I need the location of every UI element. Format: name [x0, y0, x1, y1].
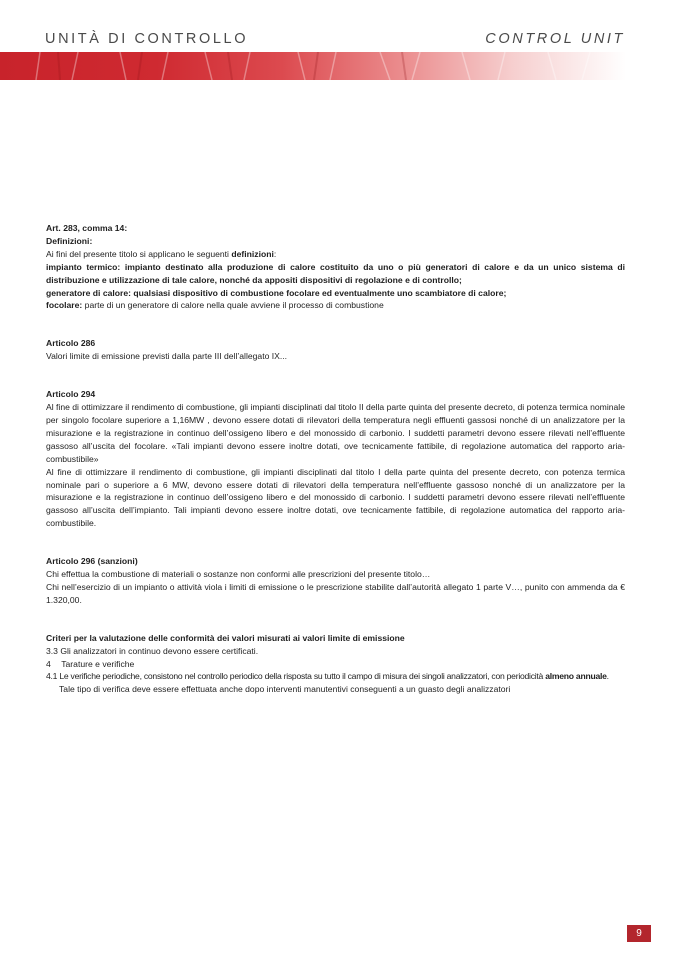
criteria-item-4-1-text: Le verifiche periodiche, consistono nel controllo periodico della risposta su tutto il campo di misura dei singoli analizzatori, con periodicità	[59, 671, 546, 682]
art283-intro	[46, 248, 625, 261]
criteria-item-4-1	[46, 670, 625, 683]
art283-intro-prefix: Ai fini del presente titolo si applicano le seguenti	[46, 248, 232, 259]
criteria-heading: Criteri per la valutazione delle conformità dei valori misurati ai valori limite di emissione	[46, 632, 405, 643]
definition-focolare-text: parte di un generatore di calore nella quale avviene il processo di combustione	[82, 300, 384, 311]
band-stripes	[0, 52, 626, 80]
decorative-header-band	[0, 52, 626, 80]
criteria-item-3-3: 3.3 Gli analizzatori in continuo devono essere certificati.	[46, 645, 259, 656]
art286-heading: Articolo 286	[46, 338, 96, 349]
art296-line-1: Chi effettua la combustione di materiali o sostanze non conformi alle prescrizioni del presente titolo…	[46, 569, 431, 580]
header-section-title-english: CONTROL UNIT	[485, 31, 625, 47]
art294-paragraph-2: Al fine di ottimizzare il rendimento di combustione, gli impianti disciplinati dal titolo I della parte quinta del presente decreto, con potenza termica nominale pari o superiore a 6 MW, devono essere dotati di rilevatori della temperatura nell’effluente gassoso nonché di un analizzatore per la misurazione e la registrazione in continuo dell’ossigeno libero e del monossido di carbonio. I suddetti parametri devono essere rilevati nell’effluente gassoso all’uscita dell’impianto. Tali impianti devono essere inoltre dotati, ove tecnicamente fattibile, di regolazione automatica del rapporto aria-combustibile.	[46, 466, 625, 529]
art283-heading: Art. 283, comma 14:	[46, 223, 128, 233]
criteria-item-4	[46, 658, 625, 671]
art283-intro-bold: definizioni	[231, 248, 274, 259]
art296-line-2: Chi nell’esercizio di un impianto o attività viola i limiti di emissione o le prescrizione stabilite dall’autorità allegato 1 parte V…, punito con ammenda da € 1.320,00.	[46, 581, 625, 605]
criteria-item-4-1-bold: almeno annuale	[545, 671, 607, 682]
definition-focolare-term: focolare:	[46, 300, 83, 311]
art294-heading: Articolo 294	[46, 389, 96, 400]
criteria-item-4-number: 4	[46, 658, 51, 669]
art283-subheading: Definizioni:	[46, 235, 93, 246]
document-body	[46, 222, 625, 696]
criteria-item-4-1-end: .	[606, 671, 609, 682]
art294-paragraph-1: Al fine di ottimizzare il rendimento di combustione, gli impianti disciplinati dal titolo II della parte quinta del presente decreto, di potenza termica nominale per singolo focolare superiore a 1,16MW , devono essere dotati di rilevatori della temperatura negli effluenti gassosi nonché di un analizzatore per la misurazione e la registrazione in continuo dell’ossigeno libero e del monossido di carbonio. I suddetti parametri devono essere rilevati nell’effluente gassoso all’uscita del focolare. «Tali impianti devono essere inoltre dotati, ove tecnicamente fattibile, di regolazione automatica del rapporto aria-combustibile»	[46, 402, 625, 464]
header-section-title: UNITÀ DI CONTROLLO	[45, 31, 249, 47]
page-number: 9	[627, 925, 651, 942]
criteria-item-4-1-continuation: Tale tipo di verifica deve essere effettuata anche dopo interventi manutentivi conseguenti a un guasto degli analizzatori	[59, 684, 511, 695]
art283-intro-suffix: :	[273, 248, 277, 259]
criteria-item-4-text: Tarature e verifiche	[61, 658, 135, 669]
criteria-item-4-1-number: 4.1	[46, 671, 58, 682]
art296-heading: Articolo 296 (sanzioni)	[46, 556, 138, 567]
definition-focolare	[46, 299, 625, 312]
definition-generatore-di-calore: generatore di calore: qualsiasi dispositivo di combustione focolare ed eventualmente uno scambiatore di calore;	[46, 287, 507, 298]
art286-text: Valori limite di emissione previsti dalla parte III dell’allegato IX...	[46, 351, 288, 362]
definition-impianto-termico: impianto termico: impianto destinato alla produzione di calore costituito da uno o più generatori di calore e da un unico sistema di distribuzione e utilizzazione di tale calore, nonché da appositi dispositivi di regolazione e di controllo;	[46, 261, 625, 285]
